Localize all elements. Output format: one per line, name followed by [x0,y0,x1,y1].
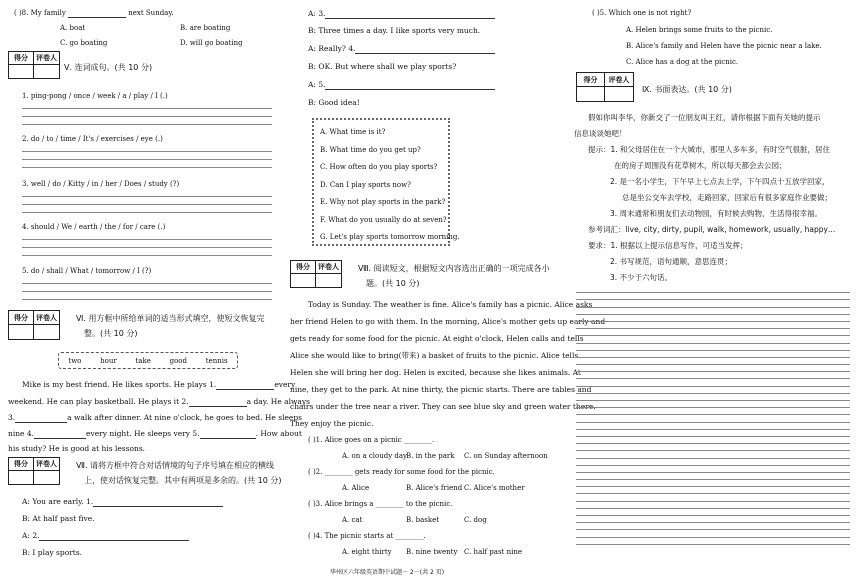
writing-line[interactable] [576,487,850,494]
q8-option-c: C. go boating [60,39,108,47]
score-box-8: 得分 评卷人 [290,260,342,288]
sec6-line-2: weekend. He can play basketball. He plays it 2. a day. He always [8,397,310,406]
answer-lines-2[interactable] [22,144,272,168]
q8-stem: ( )8. My family next Sunday. [14,9,174,17]
prompt-line-4: 在的房子周围没有花草树木，所以每天都会去公园； [614,161,787,170]
score-box-6: 得分 评卷人 [8,310,60,340]
vocab-line: 参考词汇：live, city, dirty, pupil, walk, homework, usually, happy… [588,225,836,234]
writing-line[interactable] [576,523,850,530]
q5-option-a: A. Helen brings some fruits to the picnic. [626,26,773,34]
sec5-item-5: 5. do / shall / What / tomorrow / I (?) [22,267,152,275]
dialog-line-10: B: Good idea! [308,98,360,107]
dialog-line-5: A: 3. [308,9,495,19]
writing-line[interactable] [576,358,850,365]
writing-line[interactable] [576,329,850,336]
writing-line[interactable] [576,351,850,358]
q1-options: A. on a cloudy day B. in the park C. on Sunday afternoon [342,452,548,460]
blank-2[interactable] [189,406,247,407]
answer-lines-3[interactable] [22,189,272,213]
prompt-line-2: 信息谈谈她吧！ [574,129,627,138]
option-e: E. Why not play sports in the park? [320,198,446,206]
passage-line-1: Today is Sunday. The weather is fine. Alice's family has a picnic. Alice asks [308,300,593,309]
prompt-line-5: 2. 是一名小学生，下午早上七点去上学，下午四点十五放学回家， [610,177,830,186]
dialog-line-8: B: OK. But where shall we play sports? [308,62,457,71]
q2-stem: ( )2. ________ gets ready for some food for the picnic. [308,468,495,476]
sec5-item-1: 1. ping-pong / once / week / a / play / I (.) [22,92,168,100]
answer-lines-1[interactable] [22,101,272,125]
writing-line[interactable] [576,444,850,451]
writing-line[interactable] [576,530,850,537]
prompt-line-3: 提示：1. 和父母居住在一个大城市，那里人多车多，有时空气很脏，居住 [588,145,831,154]
column-right [574,0,852,579]
writing-line[interactable] [576,509,850,516]
writing-line[interactable] [576,473,850,480]
writing-line[interactable] [576,516,850,523]
blank-1[interactable] [216,389,274,390]
word-bank: two hour take good tennis [58,352,238,369]
sec6-line-1: Mike is my best friend. He likes sports. He plays 1. every [22,380,296,389]
writing-line[interactable] [576,379,850,386]
dialog-line-1: A: You are early. 1. [22,497,223,507]
writing-line[interactable] [576,300,850,307]
blank-5[interactable] [200,438,256,439]
option-d: D. Can I play sports now? [320,180,411,189]
dialog-blank-4[interactable] [355,53,495,54]
section-6-title-line1: Ⅵ. 用方框中所给单词的适当形式填空，使短文恢复完 [76,314,265,323]
writing-line[interactable] [576,480,850,487]
column-left [8,0,310,579]
option-c: C. How often do you play sports? [320,163,438,171]
dialog-line-3: A: 2. [22,531,189,541]
dialog-options-box [312,118,460,246]
writing-line[interactable] [576,538,850,545]
dialog-blank-3[interactable] [325,18,495,19]
writing-line[interactable] [576,502,850,509]
blank-3[interactable] [15,422,67,423]
q4-options: A. eight thirty B. nine twenty C. half past nine [342,548,522,556]
section-7-title-line1: Ⅶ. 请将方框中符合对话情境的句子序号填在相应的横线 [76,461,275,470]
dialog-blank-2[interactable] [39,540,189,541]
writing-line[interactable] [576,344,850,351]
dialog-blank-5[interactable] [325,89,495,90]
sec6-line-3: 3. a walk after dinner. At nine o'clock, he goes to bed. He sleeps [8,413,302,422]
writing-line[interactable] [576,437,850,444]
q3-options: A. cat B. basket C. dog [342,516,487,524]
passage-line-8: They enjoy the picnic. [290,419,374,428]
writing-area[interactable] [576,286,850,545]
passage-line-7: chairs under the tree near a river. They can see blue sky and green water there. [290,402,596,411]
sec6-line-5: his study? He is good at his lessons. [8,444,146,453]
q8-option-a: A. boat [60,24,86,32]
writing-line[interactable] [576,372,850,379]
sec5-item-2: 2. do / to / time / It's / exercises / eye (.) [22,135,163,143]
q5-option-c: C. Alice has a dog at the picnic. [626,58,739,66]
q2-options: A. Alice B. Alice's friend C. Alice's mother [342,484,525,492]
sec5-item-4: 4. should / We / earth / the / for / care (.) [22,223,166,231]
passage-line-4: Alice she would like to bring(带来) a basket of fruits to the picnic. Alice tells [290,351,579,360]
section-8-title-line2: 题。(共 10 分) [366,279,420,288]
section-5-title: Ⅴ. 连词成句。(共 10 分) [64,63,153,72]
option-g: G. Let's play sports tomorrow morning. [320,233,460,241]
score-box-7: 得分 评卷人 [8,457,60,485]
writing-line[interactable] [576,293,850,300]
page-footer: 华州区六年级英语期中试题－ 2－(共 2 页) [330,569,445,576]
dialog-line-2: B: At half past five. [22,514,95,523]
sec5-item-3: 3. well / do / Kitty / in / her / Does / study (?) [22,180,180,188]
answer-lines-4[interactable] [22,232,272,256]
writing-line[interactable] [576,286,850,293]
score-box-9: 得分 评卷人 [576,72,634,102]
writing-line[interactable] [576,408,850,415]
answer-lines-5[interactable] [22,276,272,300]
option-f: F. What do you usually do at seven? [320,215,447,224]
writing-line[interactable] [576,394,850,401]
prompt-line-6: 总是坐公交车去学校，走路回家，回家后有很多家庭作业要做； [622,193,832,202]
writing-line[interactable] [576,401,850,408]
prompt-line-7: 3. 周末通常和朋友们去动物园，有时候去购物，生活得很幸福。 [610,209,823,218]
passage-line-5: Helen she will bring her dog. Helen is excited, because she likes animals. At [290,368,581,377]
q8-option-d: D. will go boating [180,39,243,47]
passage-line-6: nine, they get to the park. At nine thirty, the picnic starts. There are tables and [290,385,592,394]
writing-line[interactable] [576,423,850,430]
writing-line[interactable] [576,415,850,422]
q3-stem: ( )3. Alice brings a ________ to the picnic. [308,500,453,508]
dialog-line-6: B: Three times a day. I like sports very much. [308,26,481,35]
dialog-line-7: A: Really? 4. [308,44,495,54]
writing-line[interactable] [576,365,850,372]
requirement-line-1: 要求：1. 根据以上提示信息写作，可适当发挥； [588,241,748,250]
q8-option-b: B. are boating [180,24,231,32]
writing-line[interactable] [576,494,850,501]
writing-line[interactable] [576,459,850,466]
option-a: A. What time is it? [320,128,386,136]
requirement-line-3: 3. 不少于六句话。 [610,273,673,282]
section-9-title: Ⅸ. 书面表达。(共 10 分) [642,85,732,94]
q4-stem: ( )4. The picnic starts at ________. [308,532,426,540]
requirement-line-2: 2. 书写规范，语句通顺，意思连贯； [610,257,733,266]
blank-4[interactable] [34,438,86,439]
score-box-5: 得分 评卷人 [8,51,60,79]
passage-line-3: gets ready for some food for the picnic. At eight o'clock, Helen calls and tells [290,334,584,343]
section-8-title-line1: Ⅷ. 阅读短文，根据短文内容选出正确的一项完成各小 [358,264,550,273]
writing-line[interactable] [576,308,850,315]
section-6-title-line2: 整。(共 10 分) [84,329,138,338]
writing-line[interactable] [576,387,850,394]
dialog-blank-1[interactable] [93,506,223,507]
writing-line[interactable] [576,336,850,343]
passage-line-2: her friend Helen to go with them. In the morning, Alice's mother gets up early and [290,317,606,326]
writing-line[interactable] [576,430,850,437]
q1-stem: ( )1. Alice goes on a picnic ________. [308,436,435,444]
dialog-line-9: A: 5. [308,80,495,90]
option-b: B. What time do you get up? [320,145,421,154]
dialog-line-4: B: I play sports. [22,548,83,557]
q8-blank[interactable] [68,17,126,18]
writing-line[interactable] [576,322,850,329]
section-7-title-line2: 上，使对话恢复完整。其中有两项是多余的。(共 10 分) [84,476,282,485]
q5-stem: ( )5. Which one is not right? [592,9,692,17]
writing-line[interactable] [576,466,850,473]
q5-option-b: B. Alice's family and Helen have the picnic near a lake. [626,42,822,50]
writing-line[interactable] [576,315,850,322]
sec6-line-4: nine 4. every night. He sleeps very 5. . How about [8,429,302,438]
writing-line[interactable] [576,451,850,458]
prompt-line-1: 假如你叫李华，你新交了一位朋友叫王红，请你根据下面有关她的提示 [588,113,821,122]
